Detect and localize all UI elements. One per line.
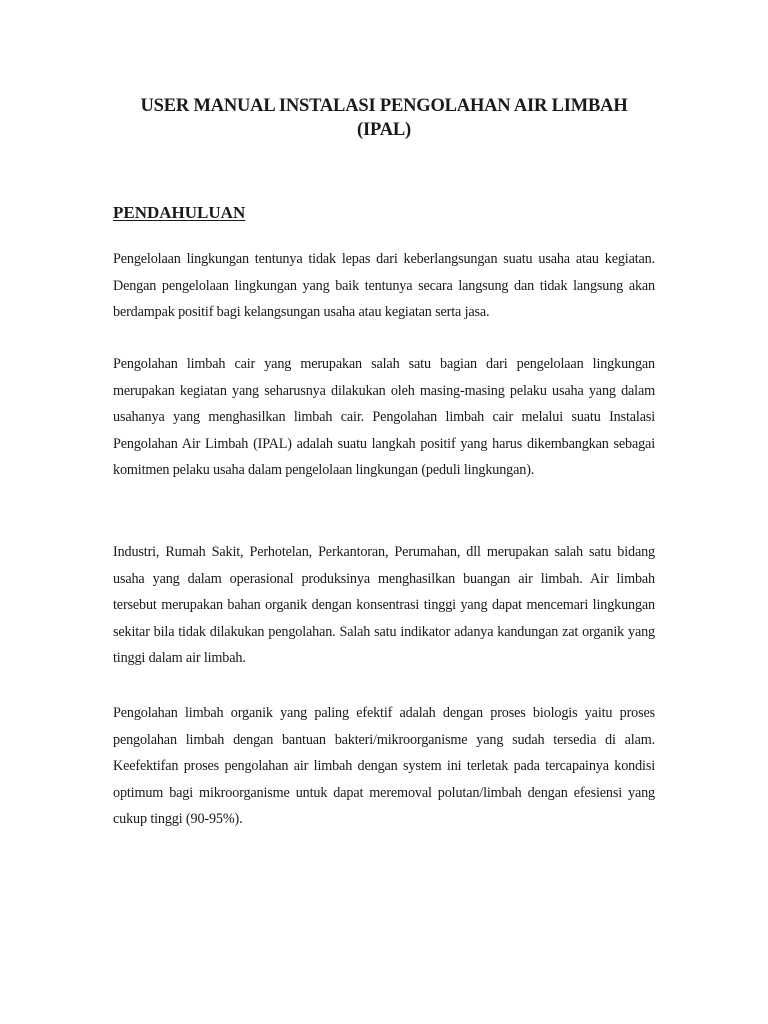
paragraph-2: Pengolahan limbah cair yang merupakan salah satu bagian dari pengelolaan lingkungan merupakan kegiatan yang seharusnya dilakukan oleh masing-masing pelaku usaha yang dalam usahanya yang menghasilkan limbah cair. Pengolahan limbah cair melalui suatu Instalasi Pengolahan Air Limbah (IPAL) adalah suatu langkah positif yang harus dikembangkan sebagai komitmen pelaku usaha dalam pengelolaan lingkungan (peduli lingkungan). [113, 356, 655, 478]
document-title-line-1: USER MANUAL INSTALASI PENGOLAHAN AIR LIMBAH [140, 96, 628, 116]
section-heading-pendahuluan: PENDAHULUAN [113, 203, 246, 222]
document-title [100, 94, 668, 142]
paragraph-3: Industri, Rumah Sakit, Perhotelan, Perkantoran, Perumahan, dll merupakan salah satu bidang usaha yang dalam operasional produksinya menghasilkan buangan air limbah. Air limbah tersebut merupakan bahan organik dengan konsentrasi tinggi yang dapat mencemari lingkungan sekitar bila tidak dilakukan pengolahan. Salah satu indikator adanya kandungan zat organik yang tinggi dalam air limbah. [113, 544, 655, 666]
paragraph-1: Pengelolaan lingkungan tentunya tidak lepas dari keberlangsungan suatu usaha atau kegiatan. Dengan pengelolaan lingkungan yang baik tentunya secara langsung dan tidak langsung akan berdampak positif bagi kelangsungan usaha atau kegiatan serta jasa. [113, 251, 655, 320]
paragraph-4: Pengolahan limbah organik yang paling efektif adalah dengan proses biologis yaitu proses pengolahan limbah dengan bantuan bakteri/mikroorganisme yang sudah tersedia di alam. Keefektifan proses pengolahan air limbah dengan system ini terletak pada tercapainya kondisi optimum bagi mikroorganisme untuk dapat meremoval polutan/limbah dengan efesiensi yang cukup tinggi (90-95%). [113, 705, 655, 827]
document-title-line-2: (IPAL) [357, 120, 411, 140]
